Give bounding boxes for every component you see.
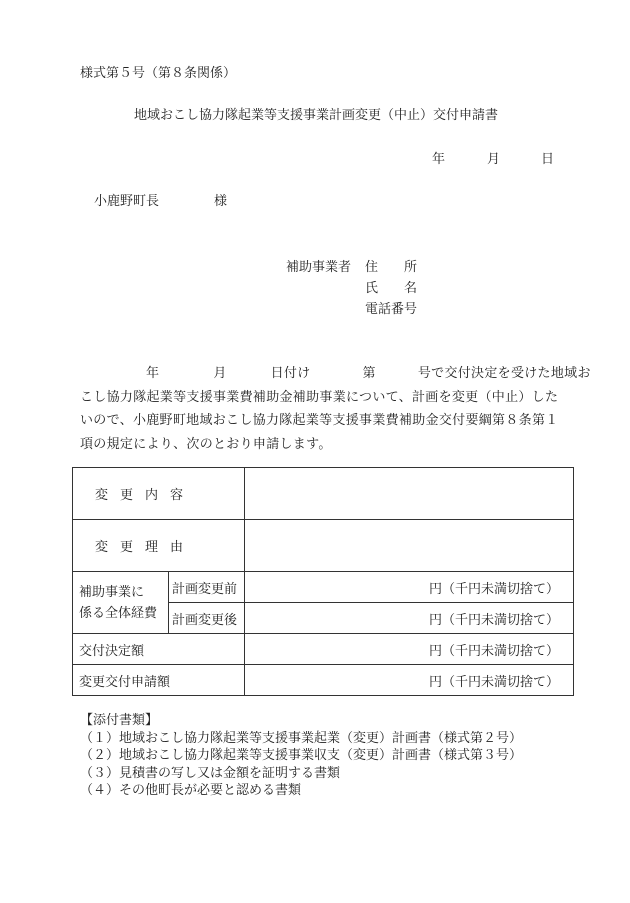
address-label: 住 所 (365, 260, 418, 275)
form-number: 様式第５号（第８条関係） (80, 66, 237, 81)
decision-amount-row (73, 634, 574, 665)
total-cost-label-line-2: 係る全体経費 (79, 605, 158, 621)
decision-amount-label: 交付決定額 (73, 634, 245, 665)
change-reason-field[interactable] (245, 520, 574, 572)
date-month-label: 月 (487, 152, 501, 167)
application-table (72, 467, 574, 696)
body-dated: 日付け (270, 366, 311, 381)
date-year-label: 年 (432, 152, 446, 167)
addressee-honorific: 様 (214, 194, 228, 209)
body-no: 第 (362, 366, 376, 381)
decision-amount-field[interactable]: 円（千円未満切捨て） (245, 634, 574, 665)
before-change-amount[interactable]: 円（千円未満切捨て） (245, 572, 574, 603)
name-label: 氏 名 (365, 281, 418, 296)
applicant-label: 補助事業者 (286, 260, 352, 275)
body-line-2: こし協力隊起業等支援事業費補助金補助事業について、計画を変更（中止）した (80, 389, 559, 405)
phone-label: 電話番号 (365, 302, 418, 317)
application-body (80, 362, 591, 456)
before-change-row (73, 572, 574, 603)
attachment-item: （４）その他町長が必要と認める書類 (80, 783, 302, 798)
body-line-1-rest: 号で交付決定を受けた地域お (417, 366, 591, 381)
document-title: 地域おこし協力隊起業等支援事業計画変更（中止）交付申請書 (134, 108, 499, 123)
attachment-item: （１）地域おこし協力隊起業等支援事業起業（変更）計画書（様式第２号） (80, 730, 523, 746)
change-reason-label: 変更理由 (73, 520, 245, 572)
change-content-row (73, 468, 574, 520)
addressee-name: 小鹿野町長 (94, 194, 160, 209)
change-request-amount-row (73, 665, 574, 696)
after-change-amount[interactable]: 円（千円未満切捨て） (245, 603, 574, 634)
change-content-label: 変更内容 (73, 468, 245, 520)
attachment-item: （３）見積書の写し又は金額を証明する書類 (80, 765, 341, 781)
body-line-3: いので、小鹿野町地域おこし協力隊起業等支援事業費補助金交付要綱第８条第１ (80, 413, 559, 428)
attachments-heading: 【添付書類】 (80, 713, 159, 728)
total-cost-label-line-1: 補助事業に (79, 584, 145, 600)
body-year: 年 (146, 366, 160, 381)
body-line-1 (80, 362, 591, 386)
attachment-item: （２）地域おこし協力隊起業等支援事業収支（変更）計画書（様式第３号） (80, 748, 523, 763)
change-request-amount-label: 変更交付申請額 (73, 665, 245, 696)
after-change-label: 計画変更後 (169, 603, 245, 634)
body-line-4: 項の規定により、次のとおり申請します。 (80, 436, 332, 452)
body-month: 月 (213, 366, 227, 381)
change-content-field[interactable] (245, 468, 574, 520)
change-request-amount-field[interactable]: 円（千円未満切捨て） (245, 665, 574, 696)
attachments-section (80, 712, 522, 800)
total-cost-label (73, 572, 169, 634)
change-reason-row (73, 520, 574, 572)
date-day-label: 日 (541, 152, 555, 167)
before-change-label: 計画変更前 (169, 572, 245, 603)
